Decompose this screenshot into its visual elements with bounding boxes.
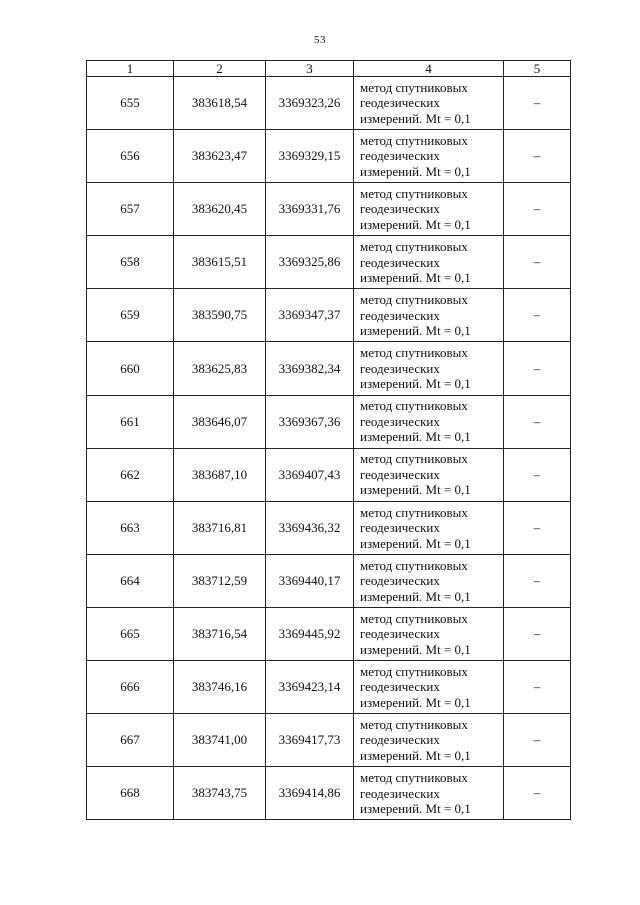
method-line-2: геодезических [360, 520, 440, 536]
y-coordinate-cell: 3369436,32 [266, 501, 354, 554]
method-line-2: геодезических [360, 573, 440, 589]
column-5-cell: – [504, 767, 571, 820]
method-cell [354, 183, 504, 236]
method-line-3: измерений. Mt = 0,1 [360, 641, 471, 657]
method-line-1: метод спутниковых [360, 239, 468, 255]
point-number-cell: 655 [87, 77, 174, 130]
x-coordinate-cell: 383716,81 [174, 501, 266, 554]
method-line-2: геодезических [360, 732, 440, 748]
column-5-cell: – [504, 289, 571, 342]
y-coordinate-cell: 3369329,15 [266, 130, 354, 183]
table-row [87, 607, 571, 660]
column-header-2: 2 [174, 61, 266, 77]
table-row [87, 130, 571, 183]
point-number-cell: 657 [87, 183, 174, 236]
method-line-3: измерений. Mt = 0,1 [360, 216, 471, 232]
method-line-2: геодезических [360, 360, 440, 376]
method-line-1: метод спутниковых [360, 345, 468, 361]
point-number-cell: 659 [87, 289, 174, 342]
method-cell [354, 607, 504, 660]
point-number-cell: 666 [87, 661, 174, 714]
method-cell [354, 661, 504, 714]
table-row [87, 714, 571, 767]
column-5-cell: – [504, 501, 571, 554]
column-header-1: 1 [87, 61, 174, 77]
table-row [87, 342, 571, 395]
point-number-cell: 661 [87, 395, 174, 448]
table-row [87, 395, 571, 448]
y-coordinate-cell: 3369440,17 [266, 554, 354, 607]
method-line-2: геодезических [360, 201, 440, 217]
method-cell [354, 77, 504, 130]
column-header-3: 3 [266, 61, 354, 77]
column-header-4: 4 [354, 61, 504, 77]
y-coordinate-cell: 3369417,73 [266, 714, 354, 767]
method-cell [354, 342, 504, 395]
method-line-2: геодезических [360, 679, 440, 695]
method-line-3: измерений. Mt = 0,1 [360, 376, 471, 392]
method-cell [354, 714, 504, 767]
column-5-cell: – [504, 77, 571, 130]
method-line-2: геодезических [360, 466, 440, 482]
method-line-2: геодезических [360, 626, 440, 642]
method-line-1: метод спутниковых [360, 770, 468, 786]
column-5-cell: – [504, 342, 571, 395]
method-line-3: измерений. Mt = 0,1 [360, 747, 471, 763]
table-body [87, 77, 571, 820]
x-coordinate-cell: 383620,45 [174, 183, 266, 236]
method-line-3: измерений. Mt = 0,1 [360, 110, 471, 126]
method-cell [354, 767, 504, 820]
table-row [87, 554, 571, 607]
x-coordinate-cell: 383618,54 [174, 77, 266, 130]
point-number-cell: 665 [87, 607, 174, 660]
method-line-1: метод спутниковых [360, 132, 468, 148]
method-line-1: метод спутниковых [360, 185, 468, 201]
coordinates-table [86, 60, 571, 820]
point-number-cell: 663 [87, 501, 174, 554]
y-coordinate-cell: 3369414,86 [266, 767, 354, 820]
point-number-cell: 660 [87, 342, 174, 395]
x-coordinate-cell: 383712,59 [174, 554, 266, 607]
method-cell [354, 554, 504, 607]
y-coordinate-cell: 3369445,92 [266, 607, 354, 660]
x-coordinate-cell: 383687,10 [174, 448, 266, 501]
x-coordinate-cell: 383590,75 [174, 289, 266, 342]
table-header-row [87, 61, 571, 77]
table-row [87, 289, 571, 342]
method-cell [354, 448, 504, 501]
y-coordinate-cell: 3369331,76 [266, 183, 354, 236]
method-line-1: метод спутниковых [360, 557, 468, 573]
y-coordinate-cell: 3369407,43 [266, 448, 354, 501]
point-number-cell: 664 [87, 554, 174, 607]
y-coordinate-cell: 3369367,36 [266, 395, 354, 448]
method-line-3: измерений. Mt = 0,1 [360, 270, 471, 286]
point-number-cell: 656 [87, 130, 174, 183]
method-cell [354, 130, 504, 183]
method-line-1: метод спутниковых [360, 398, 468, 414]
method-line-1: метод спутниковых [360, 292, 468, 308]
method-line-1: метод спутниковых [360, 79, 468, 95]
x-coordinate-cell: 383615,51 [174, 236, 266, 289]
column-5-cell: – [504, 236, 571, 289]
method-line-2: геодезических [360, 413, 440, 429]
table-row [87, 448, 571, 501]
method-cell [354, 236, 504, 289]
method-line-1: метод спутниковых [360, 610, 468, 626]
column-header-5: 5 [504, 61, 571, 77]
table-row [87, 236, 571, 289]
y-coordinate-cell: 3369423,14 [266, 661, 354, 714]
method-line-2: геодезических [360, 95, 440, 111]
method-cell [354, 395, 504, 448]
method-line-1: метод спутниковых [360, 663, 468, 679]
column-5-cell: – [504, 395, 571, 448]
method-line-1: метод спутниковых [360, 451, 468, 467]
method-line-2: геодезических [360, 254, 440, 270]
column-5-cell: – [504, 714, 571, 767]
method-line-3: измерений. Mt = 0,1 [360, 588, 471, 604]
column-5-cell: – [504, 130, 571, 183]
method-line-3: измерений. Mt = 0,1 [360, 482, 471, 498]
x-coordinate-cell: 383743,75 [174, 767, 266, 820]
table-row [87, 183, 571, 236]
table-row [87, 767, 571, 820]
method-line-3: измерений. Mt = 0,1 [360, 694, 471, 710]
page-number: 53 [314, 34, 326, 46]
method-line-2: геодезических [360, 148, 440, 164]
method-line-2: геодезических [360, 307, 440, 323]
point-number-cell: 667 [87, 714, 174, 767]
x-coordinate-cell: 383646,07 [174, 395, 266, 448]
x-coordinate-cell: 383623,47 [174, 130, 266, 183]
y-coordinate-cell: 3369325,86 [266, 236, 354, 289]
method-line-3: измерений. Mt = 0,1 [360, 163, 471, 179]
column-5-cell: – [504, 448, 571, 501]
method-line-3: измерений. Mt = 0,1 [360, 429, 471, 445]
method-line-3: измерений. Mt = 0,1 [360, 535, 471, 551]
table-row [87, 501, 571, 554]
point-number-cell: 658 [87, 236, 174, 289]
column-5-cell: – [504, 607, 571, 660]
method-line-1: метод спутниковых [360, 504, 468, 520]
column-5-cell: – [504, 183, 571, 236]
x-coordinate-cell: 383741,00 [174, 714, 266, 767]
column-5-cell: – [504, 554, 571, 607]
method-line-1: метод спутниковых [360, 716, 468, 732]
point-number-cell: 662 [87, 448, 174, 501]
x-coordinate-cell: 383625,83 [174, 342, 266, 395]
column-5-cell: – [504, 661, 571, 714]
table-row [87, 661, 571, 714]
method-line-3: измерений. Mt = 0,1 [360, 801, 471, 817]
x-coordinate-cell: 383746,16 [174, 661, 266, 714]
method-cell [354, 501, 504, 554]
y-coordinate-cell: 3369347,37 [266, 289, 354, 342]
table-row [87, 77, 571, 130]
x-coordinate-cell: 383716,54 [174, 607, 266, 660]
method-line-3: измерений. Mt = 0,1 [360, 323, 471, 339]
method-line-2: геодезических [360, 785, 440, 801]
method-cell [354, 289, 504, 342]
point-number-cell: 668 [87, 767, 174, 820]
y-coordinate-cell: 3369382,34 [266, 342, 354, 395]
y-coordinate-cell: 3369323,26 [266, 77, 354, 130]
